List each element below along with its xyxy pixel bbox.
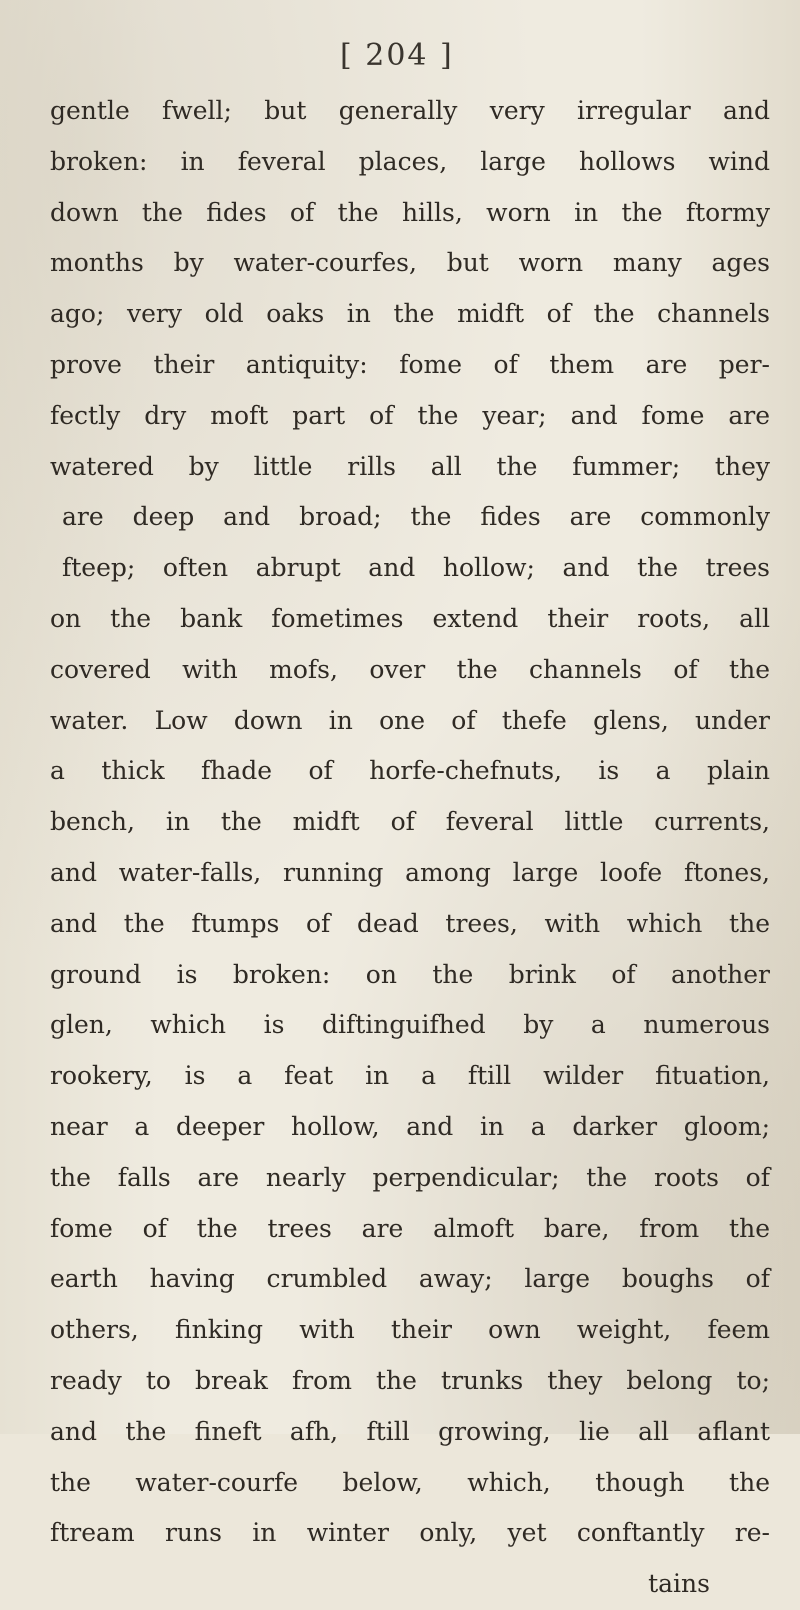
text-line: and the ftumps of dead trees, with which the: [50, 908, 770, 938]
text-line: on the bank fometimes extend their roots, all: [50, 603, 770, 633]
text-line: and the fineft afh, ftill growing, lie all aflant: [50, 1416, 770, 1446]
text-line: watered by little rills all the fummer; they: [50, 451, 770, 481]
text-line: broken: in feveral places, large hollows wind: [50, 146, 770, 176]
text-line: others, finking with their own weight, feem: [50, 1315, 770, 1345]
text-line: fome of the trees are almoft bare, from the: [50, 1213, 770, 1243]
page-number: [ 204 ]: [340, 38, 454, 73]
text-line: a thick fhade of horfe-chefnuts, is a plain: [50, 756, 770, 786]
text-line: ftream runs in winter only, yet conftantly re-: [50, 1518, 770, 1548]
text-line: gentle fwell; but generally very irregular and: [50, 96, 770, 125]
text-line: earth having crumbled away; large boughs of: [50, 1264, 770, 1294]
text-line: ago; very old oaks in the midft of the channels: [50, 299, 770, 329]
text-line: glen, which is diftinguifhed by a numerous: [50, 1010, 770, 1040]
text-line: the water-courfe below, which, though the: [50, 1467, 770, 1497]
text-line: down the fides of the hills, worn in the ftormy: [50, 197, 770, 227]
catchword: tains: [648, 1569, 710, 1599]
text-line: and water-falls, running among large loofe ftones,: [50, 857, 770, 887]
text-line: water. Low down in one of thefe glens, under: [50, 705, 770, 735]
text-line: fteep; often abrupt and hollow; and the trees: [62, 553, 770, 583]
text-line: months by water-courfes, but worn many ages: [50, 248, 770, 278]
text-line: rookery, is a feat in a ftill wilder fituation,: [50, 1061, 770, 1091]
text-line: covered with mofs, over the channels of the: [50, 654, 770, 684]
text-line: bench, in the midft of feveral little currents,: [50, 807, 770, 837]
text-line: ground is broken: on the brink of another: [50, 959, 770, 989]
text-line: the falls are nearly perpendicular; the roots of: [50, 1162, 770, 1192]
body-text: [50, 86, 770, 1610]
text-line: near a deeper hollow, and in a darker gloom;: [50, 1111, 770, 1141]
text-line: prove their antiquity: fome of them are per-: [50, 349, 770, 379]
text-line: fectly dry moft part of the year; and fome are: [50, 400, 770, 430]
text-line: ready to break from the trunks they belong to;: [50, 1365, 770, 1395]
text-line: are deep and broad; the fides are commonly: [62, 502, 770, 532]
